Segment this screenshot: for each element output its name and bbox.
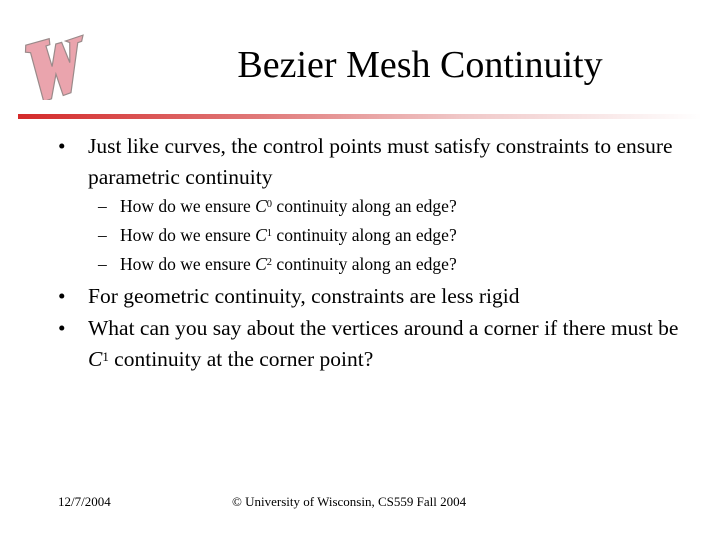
bullet-text: For geometric continuity, constraints are less rigid [88, 284, 520, 308]
bullet-text: Just like curves, the control points must satisfy constraints to ensure parametric continuity [88, 134, 673, 189]
dash: – [98, 196, 107, 216]
sub-bullet-text: How do we ensure $C^0$ continuity along an edge? [120, 196, 457, 216]
sub-bullet-text: How do we ensure $C^1$ continuity along an edge? [120, 225, 457, 245]
title-divider [18, 114, 702, 119]
university-logo [22, 30, 92, 100]
footer-copyright: © University of Wisconsin, CS559 Fall 2004 [232, 494, 467, 509]
footer-date: 12/7/2004 [58, 494, 111, 509]
dash: – [98, 254, 107, 274]
slide-title: Bezier Mesh Continuity [237, 44, 603, 86]
bullet-text: What can you say about the vertices around a corner if there must be $C^1$ continuity at the corner point? [88, 316, 679, 371]
bullet-dot: • [58, 316, 66, 340]
bullet-dot: • [58, 284, 66, 308]
sub-bullet-text: How do we ensure $C^2$ continuity along an edge? [120, 254, 457, 274]
bullet-dot: • [58, 134, 66, 158]
dash: – [98, 225, 107, 245]
